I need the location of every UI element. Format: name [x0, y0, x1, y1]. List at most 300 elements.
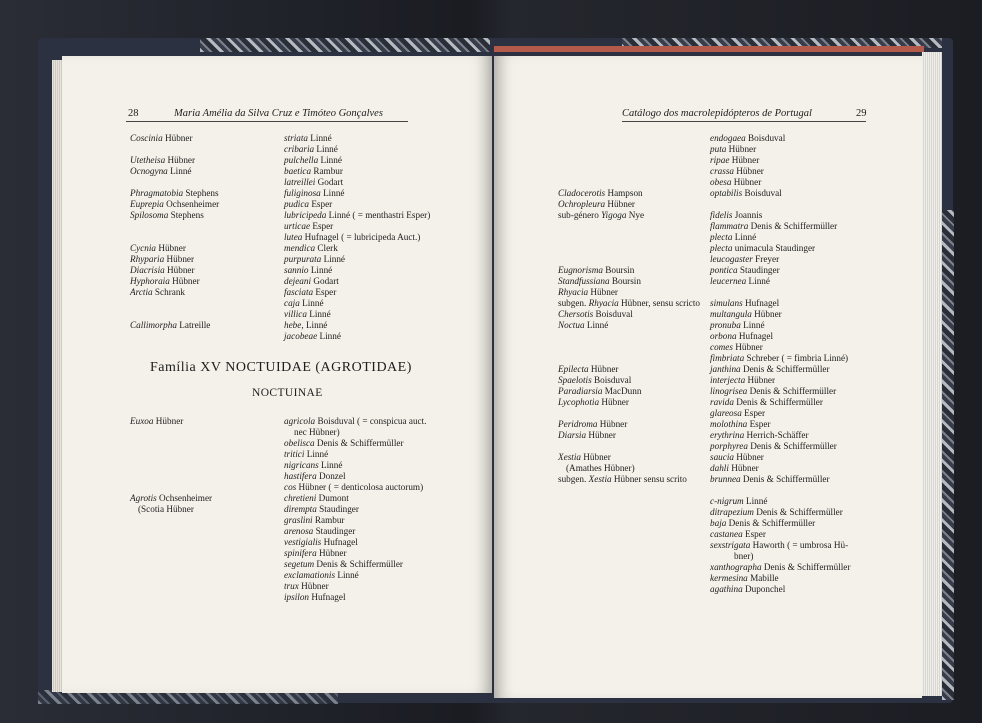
list-item	[710, 562, 850, 573]
taxon-author: Boursin	[609, 276, 641, 286]
taxon-name: hebe,	[284, 320, 304, 330]
taxon-author: Denis & Schiffermüller	[747, 386, 837, 396]
taxon-author: Hübner	[316, 548, 347, 558]
taxon-author: Hübner	[599, 397, 629, 407]
taxon-author: Hübner	[751, 309, 782, 319]
taxon-author: Latreille	[176, 320, 211, 330]
taxon-author: Boisduval ( = conspicua auct.	[315, 416, 427, 426]
taxon-name: lubricipeda	[284, 210, 327, 220]
taxon-author: Linné	[308, 265, 333, 275]
list-item	[284, 526, 355, 537]
list-item	[710, 408, 765, 419]
right-page	[494, 56, 922, 698]
taxon-name: cribaria	[284, 144, 315, 154]
taxon-author: Herrich-Schäffer	[744, 430, 809, 440]
taxon-name: Diacrisia	[130, 265, 165, 275]
taxon-author: Hufnagel	[321, 537, 358, 547]
list-item	[710, 397, 823, 408]
list-item	[284, 210, 430, 221]
taxon-name: Xestia	[558, 452, 581, 462]
list-item	[710, 529, 766, 540]
list-item	[284, 416, 426, 427]
list-item	[558, 188, 643, 199]
taxon-name: caja	[284, 298, 300, 308]
taxon-name: Utetheisa	[130, 155, 166, 165]
taxon-author: Linné	[304, 449, 329, 459]
taxon-author: Linné	[746, 276, 770, 286]
list-item	[710, 210, 762, 221]
taxon-name: Diarsia	[558, 430, 587, 440]
list-item	[284, 199, 332, 210]
taxon-author: Hübner	[164, 254, 195, 264]
taxon-name: leucernea	[710, 276, 747, 286]
list-item	[558, 298, 700, 309]
header-rule-left	[126, 121, 408, 122]
taxon-name: optabilis	[710, 188, 743, 198]
list-item	[710, 419, 770, 430]
list-item	[558, 386, 641, 397]
taxon-author: Hübner, sensu scricto	[618, 298, 701, 308]
taxon-name: dirempta	[284, 504, 317, 514]
taxon-author: Linné	[320, 188, 345, 198]
taxon-name: ipsilon	[284, 592, 310, 602]
taxon-name: Cladocerotis	[558, 188, 606, 198]
list-item	[284, 155, 342, 166]
taxon-author: Freyer	[752, 254, 780, 264]
taxon-author: Hübner	[580, 452, 611, 462]
taxon-name: plecta	[710, 243, 733, 253]
list-item	[710, 188, 782, 199]
taxon-author: Schrank	[152, 287, 186, 297]
list-item	[284, 177, 343, 188]
taxon-name: baja	[710, 518, 727, 528]
taxon-name: latreillei	[284, 177, 316, 187]
taxon-name: ravida	[710, 397, 734, 407]
list-item	[284, 166, 343, 177]
list-item	[558, 375, 631, 386]
taxon-author: Stephens	[168, 210, 204, 220]
taxon-name: nigricans	[284, 460, 319, 470]
list-item	[558, 320, 608, 331]
list-item	[284, 537, 358, 548]
taxon-name: fidelis	[710, 210, 733, 220]
taxon-name: Rhyacia	[558, 287, 589, 297]
list-item	[558, 419, 627, 430]
taxon-author: Boursin	[602, 265, 635, 275]
taxon-author: Linné	[303, 320, 328, 330]
taxon-name: pulchella	[284, 155, 319, 165]
list-item	[710, 364, 830, 375]
taxon-author: Hübner	[588, 364, 619, 374]
taxon-name: Epilecta	[558, 364, 589, 374]
taxon-author: Hufnagel ( = lubricipeda Auct.)	[302, 232, 421, 242]
list-item	[284, 287, 336, 298]
list-item	[710, 463, 759, 474]
taxon-author: Linné	[318, 460, 343, 470]
list-item	[710, 441, 837, 452]
taxon-name: Standfussiana	[558, 276, 610, 286]
taxon-name: ditrapezium	[710, 507, 754, 517]
taxon-name: Callimorpha	[130, 320, 177, 330]
taxon-name: ripae	[710, 155, 730, 165]
taxon-author: (Amathes Hübner)	[566, 463, 635, 473]
list-item	[284, 309, 331, 320]
list-item	[284, 559, 403, 570]
taxon-author: Hübner	[734, 452, 764, 462]
taxon-author: Ochsenheimer	[163, 199, 220, 209]
taxon-author: Hübner	[165, 155, 196, 165]
list-item	[710, 496, 767, 507]
taxon-name: Noctua	[558, 320, 585, 330]
taxon-name: obesa	[710, 177, 732, 187]
taxon-name: glareosa	[710, 408, 742, 418]
list-item	[710, 309, 782, 320]
list-item	[558, 309, 633, 320]
list-item	[284, 243, 338, 254]
list-item	[284, 320, 327, 331]
list-item	[284, 592, 346, 603]
taxon-author: bner)	[734, 551, 754, 561]
list-item	[710, 166, 764, 177]
taxon-name: Eugnorisma	[558, 265, 603, 275]
list-item	[130, 199, 219, 210]
list-item	[284, 298, 324, 309]
taxon-name: molothina	[710, 419, 748, 429]
taxon-author: Linné	[314, 144, 338, 154]
list-item	[130, 133, 193, 144]
list-item	[284, 581, 329, 592]
taxon-author: Boisduval	[591, 375, 632, 385]
page-stack-left	[52, 60, 62, 692]
taxon-author: Esper	[747, 419, 771, 429]
taxon-name: sexstrigata	[710, 540, 751, 550]
taxon-name: hastifera	[284, 471, 317, 481]
list-item	[284, 221, 333, 232]
taxon-author: Boisduval	[742, 188, 782, 198]
list-item	[710, 254, 779, 265]
taxon-name: plecta	[710, 232, 733, 242]
taxon-name: pontica	[710, 265, 738, 275]
taxon-name: Cycnia	[130, 243, 157, 253]
taxon-author: Donzel	[316, 471, 346, 481]
taxon-name: xanthographa	[710, 562, 762, 572]
running-head-right: Catálogo dos macrolepidópteros de Portugal	[622, 108, 812, 119]
taxon-name: leucogaster	[710, 254, 753, 264]
list-item	[734, 551, 753, 562]
taxon-author: Linné ( = menthastri Esper)	[326, 210, 431, 220]
taxon-name: obelisca	[284, 438, 315, 448]
list-item	[710, 155, 759, 166]
taxon-author: Hübner ( = denticolosa auctorum)	[296, 482, 424, 492]
taxon-author: Linné	[584, 320, 609, 330]
taxon-author: Esper	[313, 287, 337, 297]
taxon-author: Mabille	[747, 573, 779, 583]
taxon-author: Godart	[315, 177, 344, 187]
taxon-name: janthina	[710, 364, 741, 374]
list-item	[130, 320, 210, 331]
taxon-name: mendica	[284, 243, 316, 253]
taxon-name: Euxoa	[130, 416, 154, 426]
list-item	[130, 210, 204, 221]
list-item	[710, 342, 763, 353]
taxon-name: dahli	[710, 463, 729, 473]
list-item	[130, 188, 219, 199]
taxon-name: tritici	[284, 449, 305, 459]
taxon-author: Haworth ( = umbrosa Hü-	[750, 540, 849, 550]
taxon-author: Hübner	[597, 419, 628, 429]
list-item	[710, 265, 780, 276]
list-item	[284, 548, 347, 559]
taxon-name: interjecta	[710, 375, 746, 385]
taxon-name: vestigialis	[284, 537, 322, 547]
taxon-name: simulans	[710, 298, 743, 308]
list-item	[710, 331, 773, 342]
taxon-name: agathina	[710, 584, 743, 594]
taxon-name: chretieni	[284, 493, 317, 503]
taxon-author: Hübner	[588, 287, 618, 297]
list-item	[710, 221, 837, 232]
taxon-author: Staudinger	[313, 526, 356, 536]
taxon-name: segetum	[284, 559, 315, 569]
taxon-author: sub-género	[558, 210, 602, 220]
taxon-author: Linné	[167, 166, 192, 176]
taxon-author: unimacula Staudinger	[732, 243, 816, 253]
running-head-left: Maria Amélia da Silva Cruz e Timóteo Gonçalves	[174, 108, 383, 119]
taxon-author: Hübner	[586, 430, 616, 440]
list-item	[710, 243, 815, 254]
taxon-author: Boisduval	[745, 133, 786, 143]
taxon-author: Hufnagel	[742, 298, 780, 308]
taxon-name: Rhyacia	[588, 298, 619, 308]
taxon-author: Hübner	[162, 133, 193, 143]
taxon-author: Esper	[741, 408, 766, 418]
family-heading: Família XV NOCTUIDAE (AGROTIDAE)	[150, 360, 412, 375]
taxon-name: Xestia	[588, 474, 612, 484]
taxon-author: Linné	[740, 320, 765, 330]
list-item	[284, 471, 346, 482]
taxon-author: Linné	[317, 331, 341, 341]
taxon-author: Linné	[306, 309, 331, 319]
taxon-author: Denis & Schiffermüller	[734, 397, 823, 407]
red-top-edge	[494, 46, 924, 52]
list-item	[284, 570, 359, 581]
list-item	[710, 133, 785, 144]
list-item	[138, 504, 194, 515]
list-item	[558, 430, 616, 441]
taxon-author: Duponchel	[742, 584, 786, 594]
list-item	[710, 518, 815, 529]
taxon-name: orbona	[710, 331, 737, 341]
taxon-author: Denis & Schiffermüller	[740, 474, 830, 484]
taxon-author: Linné	[308, 133, 332, 143]
list-item	[130, 254, 194, 265]
taxon-name: Rhyparia	[130, 254, 165, 264]
taxon-author: Denis & Schiffermüller	[740, 364, 830, 374]
list-item	[710, 320, 765, 331]
taxon-author: Linné	[335, 570, 359, 580]
list-item	[284, 449, 328, 460]
taxon-name: Spaelotis	[558, 375, 592, 385]
taxon-author: Hübner	[169, 276, 200, 286]
taxon-name: villica	[284, 309, 307, 319]
list-item	[710, 584, 785, 595]
taxon-name: sannio	[284, 265, 309, 275]
taxon-author: MacDunn	[602, 386, 642, 396]
taxon-author: Hampson	[605, 188, 643, 198]
list-item	[710, 540, 848, 551]
taxon-name: cos	[284, 482, 297, 492]
list-item	[130, 416, 183, 427]
list-item	[710, 298, 779, 309]
taxon-author: subgen.	[558, 298, 589, 308]
list-item	[710, 573, 779, 584]
taxon-author: Hübner sensu scrito	[611, 474, 687, 484]
taxon-name: pronuba	[710, 320, 741, 330]
taxon-name: urticae	[284, 221, 311, 231]
taxon-name: Phragmatobia	[130, 188, 184, 198]
list-item	[284, 133, 332, 144]
taxon-name: Arctia	[130, 287, 153, 297]
taxon-author: Hübner	[728, 463, 759, 473]
list-item	[558, 474, 687, 485]
taxon-author: Hübner	[729, 155, 760, 165]
taxon-author: Linné	[299, 298, 324, 308]
taxon-name: castanea	[710, 529, 743, 539]
taxon-author: Stephens	[183, 188, 219, 198]
list-item	[558, 452, 611, 463]
taxon-author: Hübner	[732, 342, 763, 352]
taxon-author: Denis & Schiffermüller	[748, 221, 838, 231]
taxon-author: Nye	[626, 210, 645, 220]
list-item	[558, 287, 618, 298]
list-item	[284, 188, 345, 199]
list-item	[130, 155, 195, 166]
taxon-author: Denis & Schiffermüller	[761, 562, 851, 572]
taxon-name: Agrotis	[130, 493, 157, 503]
taxon-author: Linné	[318, 155, 342, 165]
taxon-name: flammatra	[710, 221, 749, 231]
taxon-author: Staudinger	[316, 504, 359, 514]
taxon-name: Euprepia	[130, 199, 164, 209]
taxon-name: fimbriata	[710, 353, 745, 363]
taxon-author: Denis & Schiffermüller	[726, 518, 816, 528]
taxon-author: Hübner	[164, 265, 195, 275]
taxon-name: graslini	[284, 515, 313, 525]
taxon-author: Dumont	[316, 493, 349, 503]
taxon-author: Staudinger	[737, 265, 780, 275]
taxon-name: striata	[284, 133, 308, 143]
taxon-author: subgen.	[558, 474, 589, 484]
taxon-author: Schreber ( = fimbria Linné)	[744, 353, 849, 363]
list-item	[130, 243, 186, 254]
taxon-name: fasciata	[284, 287, 314, 297]
list-item	[710, 452, 764, 463]
list-item	[566, 463, 635, 474]
taxon-name: purpurata	[284, 254, 322, 264]
taxon-name: porphyrea	[710, 441, 748, 451]
list-item	[710, 386, 836, 397]
taxon-author: Hübner	[734, 166, 764, 176]
taxon-name: Yigoga	[601, 210, 627, 220]
taxon-name: comes	[710, 342, 733, 352]
taxon-name: Peridroma	[558, 419, 598, 429]
taxon-name: c-nigrum	[710, 496, 744, 506]
list-item	[710, 474, 830, 485]
taxon-author: Denis & Schiffermüller	[314, 559, 403, 569]
taxon-name: Paradiarsia	[558, 386, 603, 396]
taxon-author: Hübner	[298, 581, 329, 591]
taxon-author: Denis & Schiffermüller	[314, 438, 404, 448]
page-stack-right	[922, 52, 942, 696]
taxon-author: Linné	[321, 254, 346, 264]
list-item	[558, 265, 634, 276]
list-item	[284, 331, 341, 342]
marbled-edge-right	[942, 210, 954, 700]
taxon-author: Esper	[742, 529, 766, 539]
list-item	[710, 353, 848, 364]
taxon-name: agricola	[284, 416, 316, 426]
taxon-author: Esper	[310, 221, 334, 231]
list-item	[284, 482, 423, 493]
taxon-name: dejeani	[284, 276, 312, 286]
taxon-author: Hübner	[153, 416, 184, 426]
taxon-name: kermesina	[710, 573, 748, 583]
list-item	[284, 460, 342, 471]
page-number-left: 28	[128, 108, 139, 119]
taxon-author: Ochsenheimer	[156, 493, 213, 503]
taxon-name: Chersotis	[558, 309, 594, 319]
list-item	[284, 515, 345, 526]
taxon-author: Hübner	[731, 177, 762, 187]
taxon-author: Denis & Schiffermüller	[753, 507, 843, 517]
taxon-name: arenosa	[284, 526, 314, 536]
taxon-name: Lycophotia	[558, 397, 600, 407]
taxon-name: pudica	[284, 199, 310, 209]
taxon-name: jacobeae	[284, 331, 318, 341]
list-item	[130, 166, 192, 177]
list-item	[284, 276, 339, 287]
taxon-name: exclamationis	[284, 570, 336, 580]
taxon-author: Clerk	[315, 243, 338, 253]
list-item	[558, 397, 629, 408]
list-item	[710, 144, 756, 155]
taxon-name: spinifera	[284, 548, 317, 558]
list-item	[130, 276, 200, 287]
taxon-name: trux	[284, 581, 299, 591]
list-item	[294, 427, 340, 438]
taxon-name: endogaea	[710, 133, 746, 143]
taxon-name: saucia	[710, 452, 734, 462]
taxon-author: Hübner	[605, 199, 635, 209]
list-item	[284, 504, 359, 515]
left-page	[62, 56, 492, 693]
list-item	[284, 232, 420, 243]
taxon-name: erythrina	[710, 430, 745, 440]
list-item	[284, 254, 345, 265]
taxon-author: Rambur	[312, 515, 345, 525]
list-item	[284, 265, 332, 276]
taxon-name: baetica	[284, 166, 312, 176]
taxon-name: Spilosoma	[130, 210, 169, 220]
taxon-author: Hübner	[156, 243, 186, 253]
taxon-name: Ocnogyna	[130, 166, 168, 176]
header-rule-right	[622, 121, 866, 122]
list-item	[284, 493, 349, 504]
list-item	[710, 375, 775, 386]
list-item	[558, 364, 618, 375]
taxon-author: Linné	[732, 232, 757, 242]
taxon-author: nec Hübner)	[294, 427, 340, 437]
